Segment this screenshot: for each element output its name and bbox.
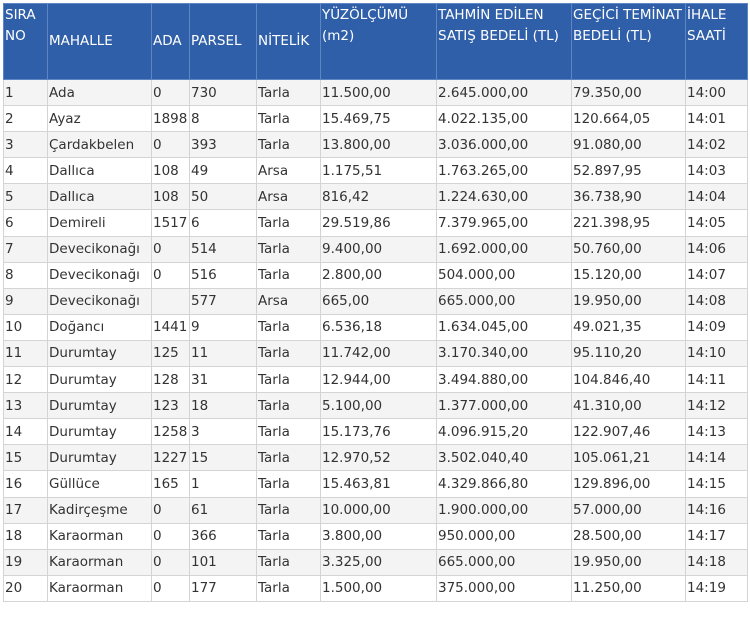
- cell-yuzolcumu: 816,42: [321, 184, 437, 210]
- cell-gecici-teminat: 105.061,21: [572, 445, 686, 471]
- cell-nitelik: Arsa: [257, 184, 321, 210]
- cell-tahmin-bedeli: 1.377.000,00: [437, 393, 572, 419]
- cell-sira-no: 20: [4, 575, 48, 601]
- cell-ada: 0: [152, 262, 190, 288]
- cell-sira-no: 5: [4, 184, 48, 210]
- cell-tahmin-bedeli: 1.692.000,00: [437, 236, 572, 262]
- cell-parsel: 3: [190, 419, 257, 445]
- cell-ihale-saati: 14:10: [686, 340, 748, 366]
- table-row: [4, 184, 748, 210]
- table-row: [4, 236, 748, 262]
- cell-gecici-teminat: 41.310,00: [572, 393, 686, 419]
- cell-tahmin-bedeli: 375.000,00: [437, 575, 572, 601]
- cell-tahmin-bedeli: 4.096.915,20: [437, 419, 572, 445]
- cell-ada: 0: [152, 80, 190, 106]
- cell-nitelik: Tarla: [257, 445, 321, 471]
- cell-mahalle: Çardakbelen: [48, 132, 152, 158]
- cell-gecici-teminat: 91.080,00: [572, 132, 686, 158]
- cell-sira-no: 17: [4, 497, 48, 523]
- cell-yuzolcumu: 11.500,00: [321, 80, 437, 106]
- cell-ihale-saati: 14:15: [686, 471, 748, 497]
- header-nitelik: NİTELİK: [257, 4, 321, 80]
- cell-ihale-saati: 14:14: [686, 445, 748, 471]
- cell-mahalle: Devecikonağı: [48, 262, 152, 288]
- cell-mahalle: Durumtay: [48, 419, 152, 445]
- cell-mahalle: Durumtay: [48, 393, 152, 419]
- cell-nitelik: Tarla: [257, 367, 321, 393]
- cell-gecici-teminat: 52.897,95: [572, 158, 686, 184]
- header-mahalle: MAHALLE: [48, 4, 152, 80]
- cell-nitelik: Tarla: [257, 575, 321, 601]
- cell-ada: 0: [152, 236, 190, 262]
- cell-ihale-saati: 14:19: [686, 575, 748, 601]
- cell-ihale-saati: 14:13: [686, 419, 748, 445]
- cell-mahalle: Karaorman: [48, 575, 152, 601]
- cell-ada: 165: [152, 471, 190, 497]
- cell-gecici-teminat: 15.120,00: [572, 262, 686, 288]
- cell-parsel: 49: [190, 158, 257, 184]
- cell-yuzolcumu: 1.175,51: [321, 158, 437, 184]
- cell-sira-no: 14: [4, 419, 48, 445]
- cell-gecici-teminat: 120.664,05: [572, 106, 686, 132]
- header-gecici-teminat: GEÇİCİ TEMİNAT BEDELİ (TL): [572, 4, 686, 80]
- cell-parsel: 366: [190, 523, 257, 549]
- cell-sira-no: 16: [4, 471, 48, 497]
- table-header: [4, 4, 748, 80]
- cell-sira-no: 6: [4, 210, 48, 236]
- cell-mahalle: Demireli: [48, 210, 152, 236]
- cell-sira-no: 4: [4, 158, 48, 184]
- cell-sira-no: 2: [4, 106, 48, 132]
- cell-tahmin-bedeli: 7.379.965,00: [437, 210, 572, 236]
- cell-ada: 1258: [152, 419, 190, 445]
- cell-yuzolcumu: 13.800,00: [321, 132, 437, 158]
- cell-nitelik: Tarla: [257, 80, 321, 106]
- cell-ihale-saati: 14:09: [686, 314, 748, 340]
- cell-parsel: 31: [190, 367, 257, 393]
- cell-mahalle: Devecikonağı: [48, 236, 152, 262]
- cell-ihale-saati: 14:16: [686, 497, 748, 523]
- cell-tahmin-bedeli: 665.000,00: [437, 288, 572, 314]
- cell-sira-no: 3: [4, 132, 48, 158]
- table-row: [4, 549, 748, 575]
- cell-mahalle: Devecikonağı: [48, 288, 152, 314]
- cell-mahalle: Güllüce: [48, 471, 152, 497]
- cell-ihale-saati: 14:17: [686, 523, 748, 549]
- cell-gecici-teminat: 19.950,00: [572, 288, 686, 314]
- cell-tahmin-bedeli: 1.224.630,00: [437, 184, 572, 210]
- cell-parsel: 516: [190, 262, 257, 288]
- cell-tahmin-bedeli: 1.900.000,00: [437, 497, 572, 523]
- cell-parsel: 8: [190, 106, 257, 132]
- cell-tahmin-bedeli: 665.000,00: [437, 549, 572, 575]
- cell-yuzolcumu: 12.944,00: [321, 367, 437, 393]
- cell-parsel: 15: [190, 445, 257, 471]
- header-yuzolcumu: YÜZÖLÇÜMÜ (m2): [321, 4, 437, 80]
- table-row: [4, 340, 748, 366]
- cell-yuzolcumu: 15.469,75: [321, 106, 437, 132]
- cell-ada: 1227: [152, 445, 190, 471]
- cell-yuzolcumu: 29.519,86: [321, 210, 437, 236]
- cell-tahmin-bedeli: 4.329.866,80: [437, 471, 572, 497]
- cell-ihale-saati: 14:02: [686, 132, 748, 158]
- cell-nitelik: Tarla: [257, 106, 321, 132]
- cell-ada: 1517: [152, 210, 190, 236]
- cell-sira-no: 7: [4, 236, 48, 262]
- header-ada: ADA: [152, 4, 190, 80]
- cell-tahmin-bedeli: 504.000,00: [437, 262, 572, 288]
- table-row: [4, 575, 748, 601]
- cell-nitelik: Tarla: [257, 314, 321, 340]
- cell-nitelik: Arsa: [257, 288, 321, 314]
- cell-sira-no: 10: [4, 314, 48, 340]
- cell-nitelik: Tarla: [257, 236, 321, 262]
- cell-ihale-saati: 14:08: [686, 288, 748, 314]
- cell-gecici-teminat: 95.110,20: [572, 340, 686, 366]
- cell-sira-no: 11: [4, 340, 48, 366]
- table-row: [4, 132, 748, 158]
- cell-gecici-teminat: 221.398,95: [572, 210, 686, 236]
- cell-gecici-teminat: 28.500,00: [572, 523, 686, 549]
- header-parsel: PARSEL: [190, 4, 257, 80]
- cell-ihale-saati: 14:01: [686, 106, 748, 132]
- cell-ada: 123: [152, 393, 190, 419]
- cell-parsel: 101: [190, 549, 257, 575]
- cell-ada: 1441: [152, 314, 190, 340]
- table-row: [4, 445, 748, 471]
- table-row: [4, 367, 748, 393]
- cell-parsel: 1: [190, 471, 257, 497]
- cell-sira-no: 12: [4, 367, 48, 393]
- cell-parsel: 6: [190, 210, 257, 236]
- cell-tahmin-bedeli: 2.645.000,00: [437, 80, 572, 106]
- cell-yuzolcumu: 1.500,00: [321, 575, 437, 601]
- cell-ihale-saati: 14:18: [686, 549, 748, 575]
- cell-yuzolcumu: 12.970,52: [321, 445, 437, 471]
- cell-parsel: 393: [190, 132, 257, 158]
- cell-nitelik: Tarla: [257, 132, 321, 158]
- cell-ada: 125: [152, 340, 190, 366]
- cell-sira-no: 18: [4, 523, 48, 549]
- cell-ihale-saati: 14:04: [686, 184, 748, 210]
- cell-ihale-saati: 14:00: [686, 80, 748, 106]
- cell-ihale-saati: 14:07: [686, 262, 748, 288]
- cell-ada: 108: [152, 184, 190, 210]
- cell-gecici-teminat: 129.896,00: [572, 471, 686, 497]
- cell-parsel: 730: [190, 80, 257, 106]
- cell-ada: [152, 288, 190, 314]
- cell-gecici-teminat: 19.950,00: [572, 549, 686, 575]
- cell-gecici-teminat: 11.250,00: [572, 575, 686, 601]
- cell-mahalle: Doğancı: [48, 314, 152, 340]
- cell-mahalle: Kadirçeşme: [48, 497, 152, 523]
- cell-tahmin-bedeli: 3.170.340,00: [437, 340, 572, 366]
- cell-yuzolcumu: 10.000,00: [321, 497, 437, 523]
- table-row: [4, 106, 748, 132]
- table-row: [4, 419, 748, 445]
- header-sira-no: SIRA NO: [4, 4, 48, 80]
- cell-ada: 0: [152, 575, 190, 601]
- cell-tahmin-bedeli: 3.036.000,00: [437, 132, 572, 158]
- cell-ihale-saati: 14:06: [686, 236, 748, 262]
- cell-sira-no: 19: [4, 549, 48, 575]
- cell-mahalle: Durumtay: [48, 340, 152, 366]
- cell-gecici-teminat: 36.738,90: [572, 184, 686, 210]
- cell-nitelik: Tarla: [257, 262, 321, 288]
- cell-ada: 0: [152, 549, 190, 575]
- table-row: [4, 314, 748, 340]
- table-row: [4, 288, 748, 314]
- cell-yuzolcumu: 15.173,76: [321, 419, 437, 445]
- cell-gecici-teminat: 79.350,00: [572, 80, 686, 106]
- cell-nitelik: Tarla: [257, 497, 321, 523]
- cell-ada: 0: [152, 523, 190, 549]
- table-row: [4, 158, 748, 184]
- auction-table: [3, 3, 748, 602]
- cell-ada: 128: [152, 367, 190, 393]
- cell-gecici-teminat: 49.021,35: [572, 314, 686, 340]
- cell-sira-no: 13: [4, 393, 48, 419]
- cell-parsel: 577: [190, 288, 257, 314]
- cell-mahalle: Dallıca: [48, 184, 152, 210]
- cell-ada: 1898: [152, 106, 190, 132]
- cell-yuzolcumu: 15.463,81: [321, 471, 437, 497]
- cell-ihale-saati: 14:11: [686, 367, 748, 393]
- table-row: [4, 523, 748, 549]
- cell-mahalle: Dallıca: [48, 158, 152, 184]
- header-row: [4, 4, 748, 80]
- cell-mahalle: Ada: [48, 80, 152, 106]
- cell-nitelik: Tarla: [257, 340, 321, 366]
- cell-nitelik: Arsa: [257, 158, 321, 184]
- cell-sira-no: 15: [4, 445, 48, 471]
- table-row: [4, 262, 748, 288]
- cell-ihale-saati: 14:12: [686, 393, 748, 419]
- cell-nitelik: Tarla: [257, 471, 321, 497]
- cell-parsel: 61: [190, 497, 257, 523]
- cell-nitelik: Tarla: [257, 523, 321, 549]
- cell-yuzolcumu: 6.536,18: [321, 314, 437, 340]
- cell-parsel: 18: [190, 393, 257, 419]
- header-tahmin-bedeli: TAHMİN EDİLEN SATIŞ BEDELİ (TL): [437, 4, 572, 80]
- cell-nitelik: Tarla: [257, 393, 321, 419]
- cell-nitelik: Tarla: [257, 549, 321, 575]
- table-row: [4, 471, 748, 497]
- cell-mahalle: Ayaz: [48, 106, 152, 132]
- cell-ada: 108: [152, 158, 190, 184]
- table-row: [4, 393, 748, 419]
- cell-nitelik: Tarla: [257, 210, 321, 236]
- cell-mahalle: Durumtay: [48, 445, 152, 471]
- cell-yuzolcumu: 3.800,00: [321, 523, 437, 549]
- table-row: [4, 210, 748, 236]
- cell-parsel: 9: [190, 314, 257, 340]
- cell-ada: 0: [152, 132, 190, 158]
- header-ihale-saati: İHALE SAATİ: [686, 4, 748, 80]
- table-body: [4, 80, 748, 602]
- cell-gecici-teminat: 122.907,46: [572, 419, 686, 445]
- cell-sira-no: 9: [4, 288, 48, 314]
- cell-tahmin-bedeli: 4.022.135,00: [437, 106, 572, 132]
- cell-parsel: 177: [190, 575, 257, 601]
- cell-ihale-saati: 14:03: [686, 158, 748, 184]
- cell-yuzolcumu: 2.800,00: [321, 262, 437, 288]
- cell-parsel: 50: [190, 184, 257, 210]
- cell-tahmin-bedeli: 1.634.045,00: [437, 314, 572, 340]
- cell-tahmin-bedeli: 3.494.880,00: [437, 367, 572, 393]
- cell-mahalle: Durumtay: [48, 367, 152, 393]
- cell-yuzolcumu: 9.400,00: [321, 236, 437, 262]
- cell-parsel: 11: [190, 340, 257, 366]
- cell-nitelik: Tarla: [257, 419, 321, 445]
- cell-parsel: 514: [190, 236, 257, 262]
- table-row: [4, 497, 748, 523]
- cell-tahmin-bedeli: 950.000,00: [437, 523, 572, 549]
- cell-mahalle: Karaorman: [48, 549, 152, 575]
- cell-tahmin-bedeli: 1.763.265,00: [437, 158, 572, 184]
- cell-gecici-teminat: 50.760,00: [572, 236, 686, 262]
- cell-gecici-teminat: 104.846,40: [572, 367, 686, 393]
- cell-tahmin-bedeli: 3.502.040,40: [437, 445, 572, 471]
- cell-sira-no: 1: [4, 80, 48, 106]
- cell-yuzolcumu: 5.100,00: [321, 393, 437, 419]
- cell-ada: 0: [152, 497, 190, 523]
- cell-yuzolcumu: 3.325,00: [321, 549, 437, 575]
- cell-sira-no: 8: [4, 262, 48, 288]
- cell-yuzolcumu: 11.742,00: [321, 340, 437, 366]
- cell-ihale-saati: 14:05: [686, 210, 748, 236]
- cell-gecici-teminat: 57.000,00: [572, 497, 686, 523]
- cell-mahalle: Karaorman: [48, 523, 152, 549]
- table-row: [4, 80, 748, 106]
- cell-yuzolcumu: 665,00: [321, 288, 437, 314]
